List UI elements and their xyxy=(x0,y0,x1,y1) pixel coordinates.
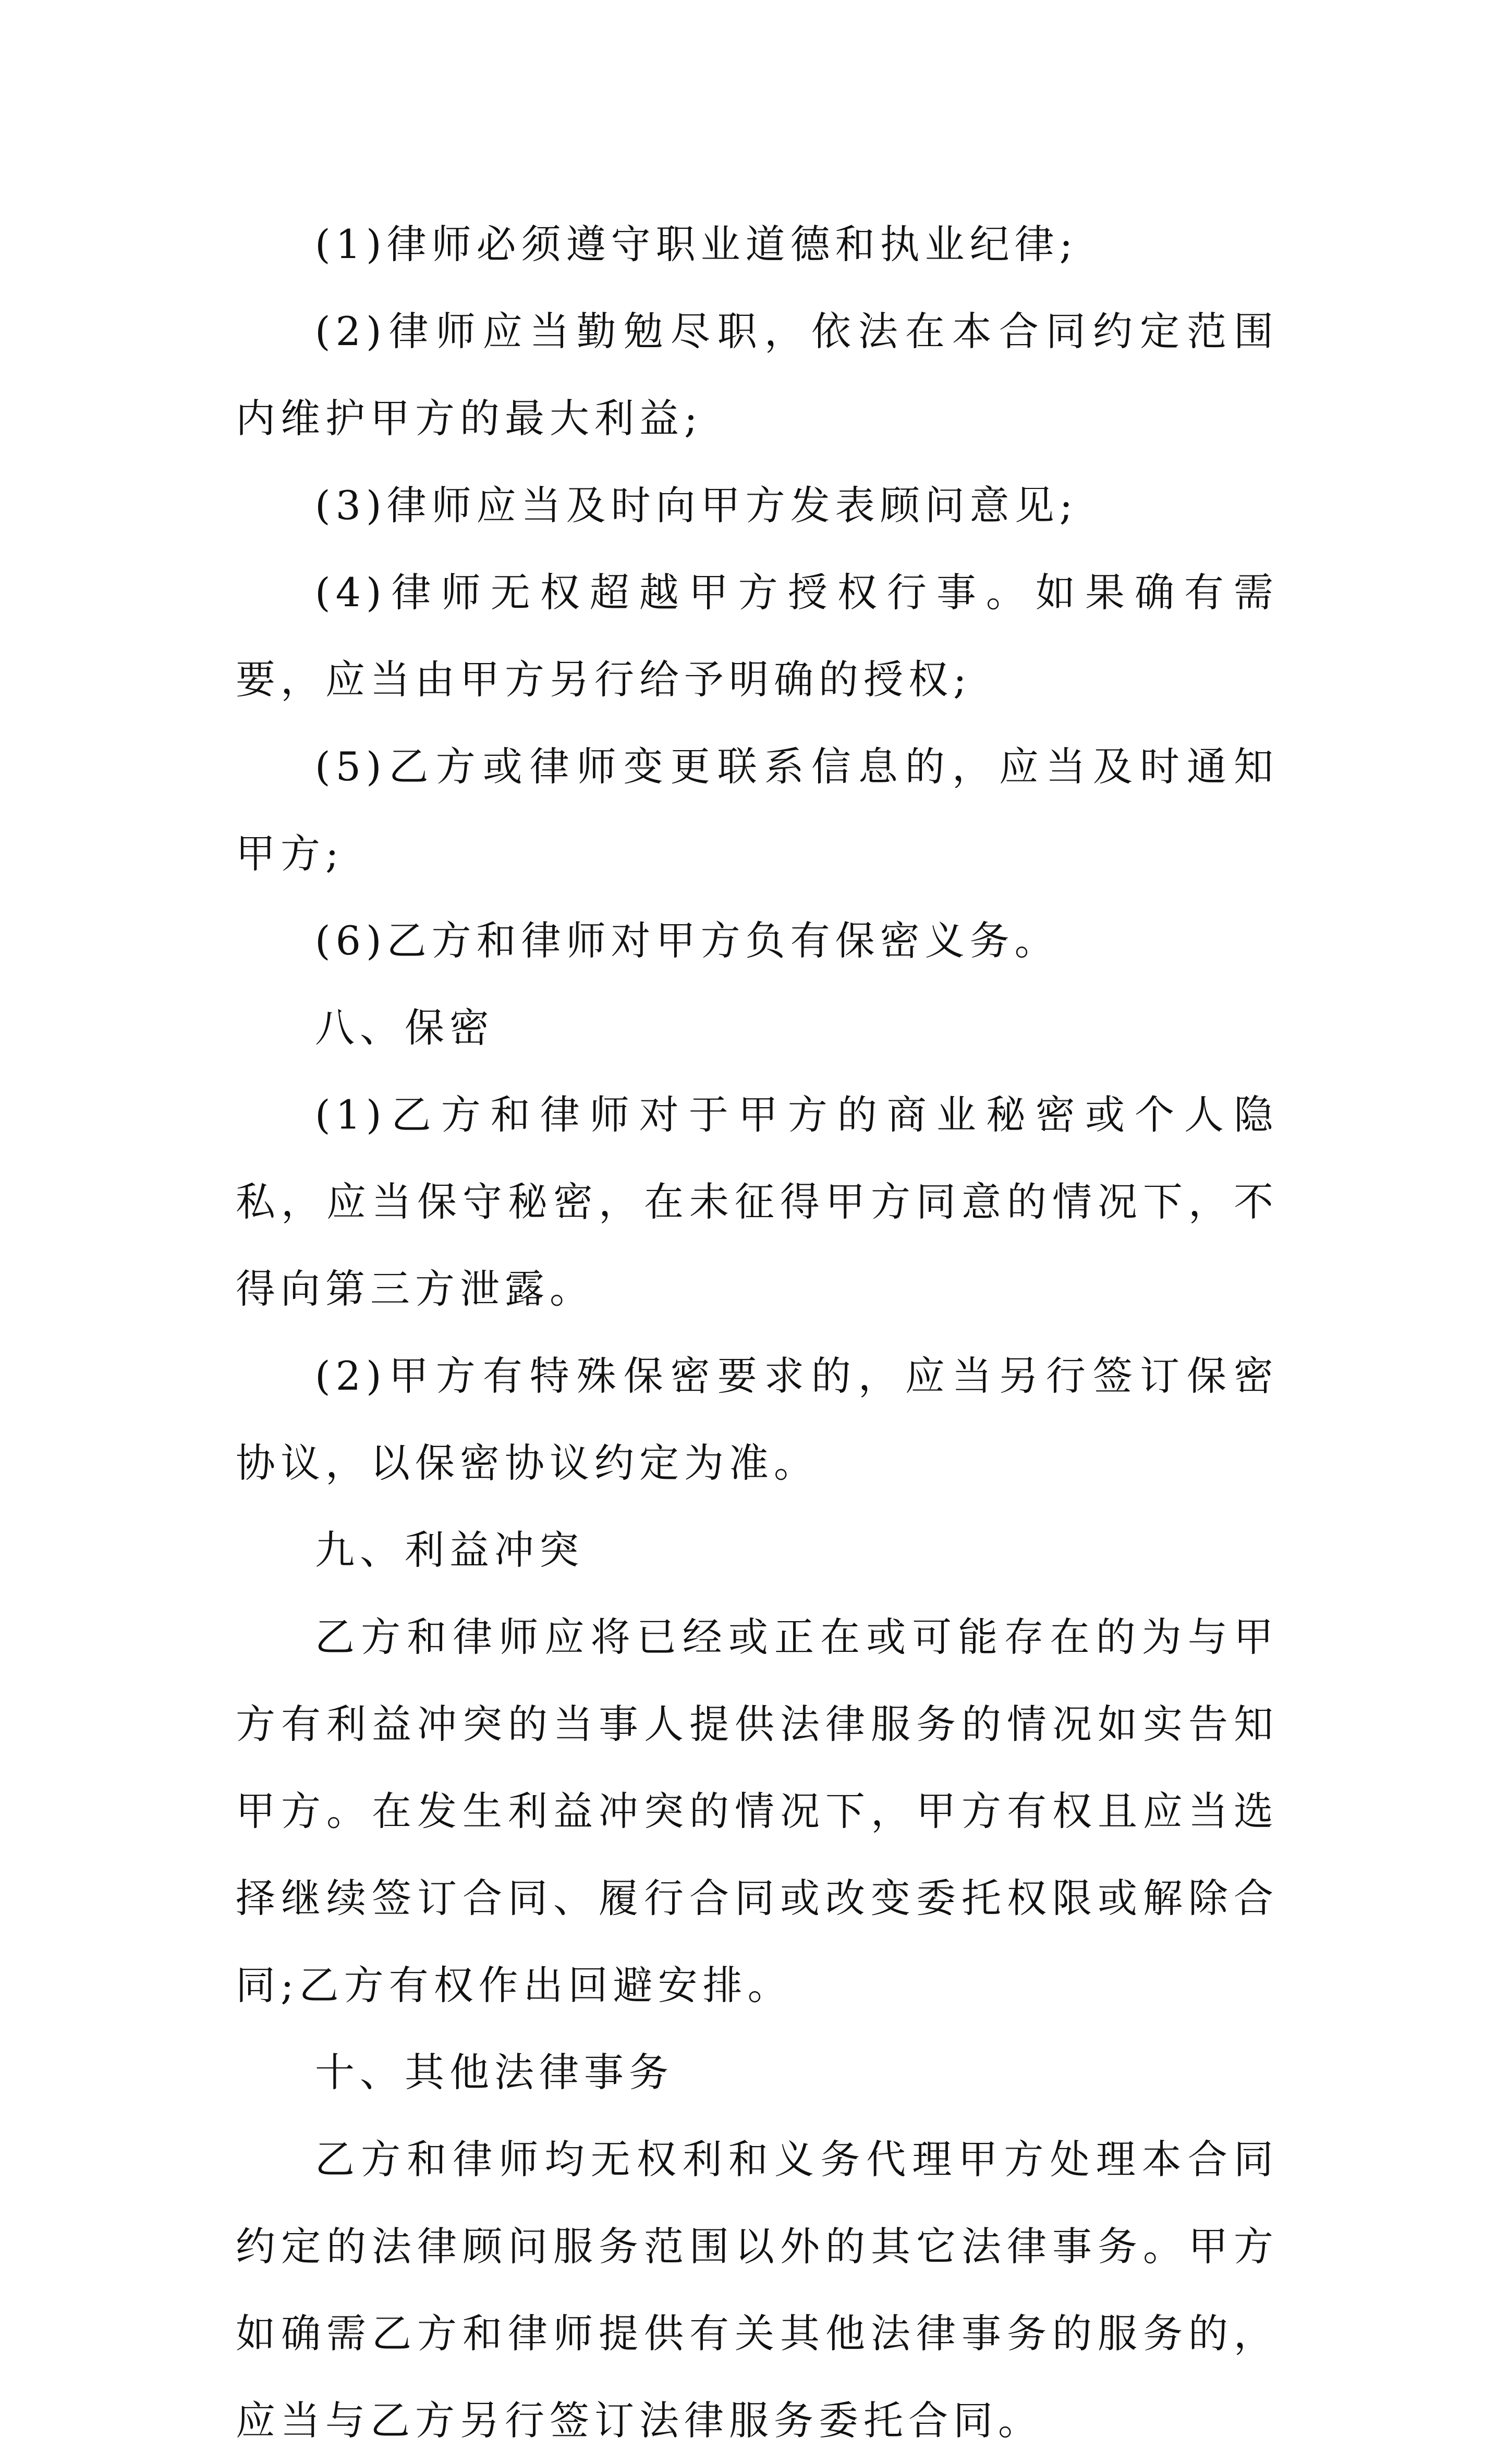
section-heading-confidentiality: 八、保密 xyxy=(315,1004,494,1051)
obligation-item-5: (5)乙方或律师变更联系信息的，应当及时通知甲方; xyxy=(236,743,1279,877)
section-heading-other-legal-matters: 十、其他法律事务 xyxy=(315,2049,674,2095)
obligation-item-4: (4)律师无权超越甲方授权行事。如果确有需要，应当由甲方另行给予明确的授权; xyxy=(236,569,1279,703)
confidentiality-item-2: (2)甲方有特殊保密要求的，应当另行签订保密协议，以保密协议约定为准。 xyxy=(236,1353,1279,1486)
section-heading-conflict-of-interest: 九、利益冲突 xyxy=(315,1527,584,1573)
conflict-of-interest-paragraph: 乙方和律师应将已经或正在或可能存在的为与甲方有利益冲突的当事人提供法律服务的情况如实告知甲方。在发生利益冲突的情况下，甲方有权且应当选择继续签订合同、履行合同或改变委托权限或解除合同;乙方有权作出回避安排。 xyxy=(236,1614,1279,2008)
obligation-item-6: (6)乙方和律师对甲方负有保密义务。 xyxy=(315,917,1060,964)
document-body xyxy=(236,201,1279,2464)
obligation-item-2: (2)律师应当勤勉尽职，依法在本合同约定范围内维护甲方的最大利益; xyxy=(236,308,1279,442)
obligation-item-3: (3)律师应当及时向甲方发表顾问意见; xyxy=(315,482,1078,529)
confidentiality-item-1: (1)乙方和律师对于甲方的商业秘密或个人隐私，应当保守秘密，在未征得甲方同意的情况下，不得向第三方泄露。 xyxy=(236,1092,1279,1312)
obligation-item-1: (1)律师必须遵守职业道德和执业纪律; xyxy=(315,221,1078,267)
other-legal-matters-paragraph: 乙方和律师均无权利和义务代理甲方处理本合同约定的法律顾问服务范围以外的其它法律事务。甲方如确需乙方和律师提供有关其他法律事务的服务的，应当与乙方另行签订法律服务委托合同。 xyxy=(236,2136,1279,2444)
